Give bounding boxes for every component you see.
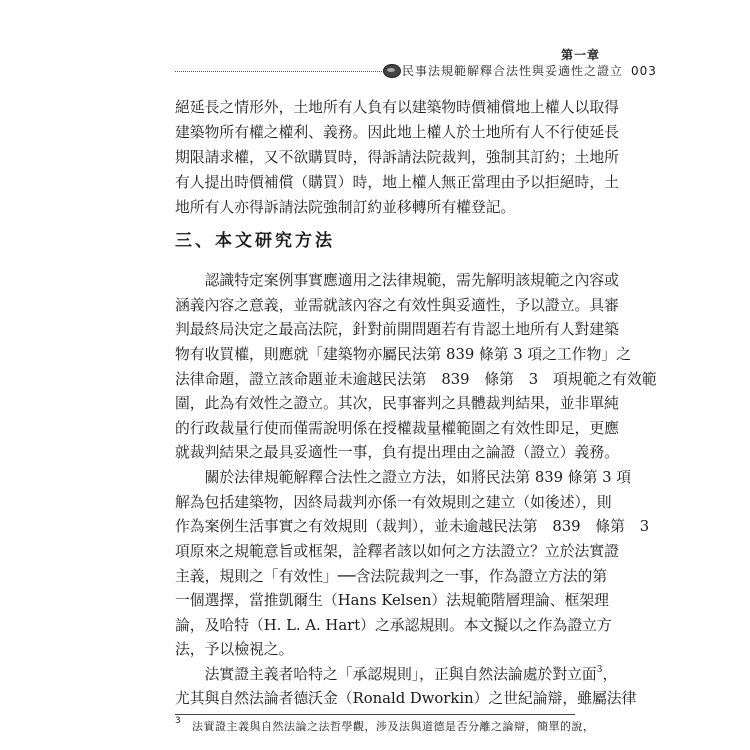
text-line: 建築物所有權之權利、義務。因此地上權人於土地所有人不行使延長 (175, 124, 619, 141)
header-title: 民事法規範解釋合法性與妥適性之證立 (402, 64, 624, 78)
text-line: 尤其與自然法論者德沃金（Ronald Dworkin）之世紀論辯，雖屬法律 (175, 690, 637, 707)
chapter-label: 第一章 (560, 48, 600, 62)
footnote-rule (175, 714, 575, 715)
text-line: 涵義內容之意義，並需就該內容之有效性與妥適性，予以證立。具審 (175, 297, 619, 314)
header-ornament-icon (383, 64, 401, 78)
text-line: 的行政裁量行使而僅需說明係在授權裁量權範圍之有效性即足，更應 (175, 420, 619, 437)
text-line: 就裁判結果之最具妥適性一事，負有提出理由之論證（證立）義務。 (175, 444, 619, 461)
text-line: 有人提出時價補償（購買）時，地上權人無正當理由予以拒絕時，土 (175, 174, 619, 191)
text-line: 法，予以檢視之。 (175, 641, 294, 658)
text-line: 關於法律規範解釋合法性之證立方法，如將民法第 839 條第 3 項 (175, 469, 631, 486)
text-span: ， (602, 666, 618, 683)
footnote-text: 法實證主義與自然法論之法哲學觀，涉及法與道德是否分離之論辯，簡單的說， (192, 720, 595, 733)
text-line: 主義，規則之「有效性」──含法院裁判之一事，作為證立方法的第 (175, 568, 608, 585)
section-heading: 三、本文研究方法 (175, 231, 335, 251)
footnote-reference[interactable]: 3 (596, 665, 603, 675)
text-line: 絕延長之情形外，土地所有人負有以建築物時價補償地上權人以取得 (175, 99, 619, 116)
footnote-number: 3 (175, 716, 181, 726)
text-line: 判最終局決定之最高法院，針對前開問題若有肯認土地所有人對建築 (175, 321, 619, 338)
text-line: 一個選擇，當推凱爾生（Hans Kelsen）法規範階層理論、框架理 (175, 592, 609, 609)
text-line: 期限請求權，又不欲購買時，得訴請法院裁判，強制其訂約；土地所 (175, 149, 619, 166)
text-line: 認識特定案例事實應適用之法律規範，需先解明該規範之內容或 (175, 272, 619, 289)
text-line: 圍，此為有效性之證立。其次，民事審判之具體裁判結果，並非單純 (175, 395, 619, 412)
text-line (175, 665, 618, 684)
text-line: 解為包括建築物，因終局裁判亦係一有效規則之建立（如後述），則 (175, 494, 612, 511)
running-header (402, 62, 657, 79)
text-line: 論，及哈特（H. L. A. Hart）之承認規則。本文擬以之作為證立方 (175, 617, 612, 634)
header-dotted-rule (175, 71, 382, 72)
text-line: 法律命題，證立該命題並未逾越民法第 839 條第 3 項規範之有效範 (175, 371, 657, 388)
text-line: 項原來之規範意旨或框架，詮釋者該以如何之方法證立？立於法實證 (175, 543, 619, 560)
text-line: 物有收買權，則應就「建築物亦屬民法第 839 條第 3 項之工作物」之 (175, 346, 631, 363)
text-line: 地所有人亦得訴請法院強制訂約並移轉所有權登記。 (175, 199, 516, 216)
page-number: 003 (631, 64, 657, 78)
text-span: 法實證主義者哈特之「承認規則」，正與自然法論處於對立面 (175, 666, 597, 683)
text-line: 作為案例生活事實之有效規則（裁判），並未逾越民法第 839 條第 3 (175, 518, 650, 535)
